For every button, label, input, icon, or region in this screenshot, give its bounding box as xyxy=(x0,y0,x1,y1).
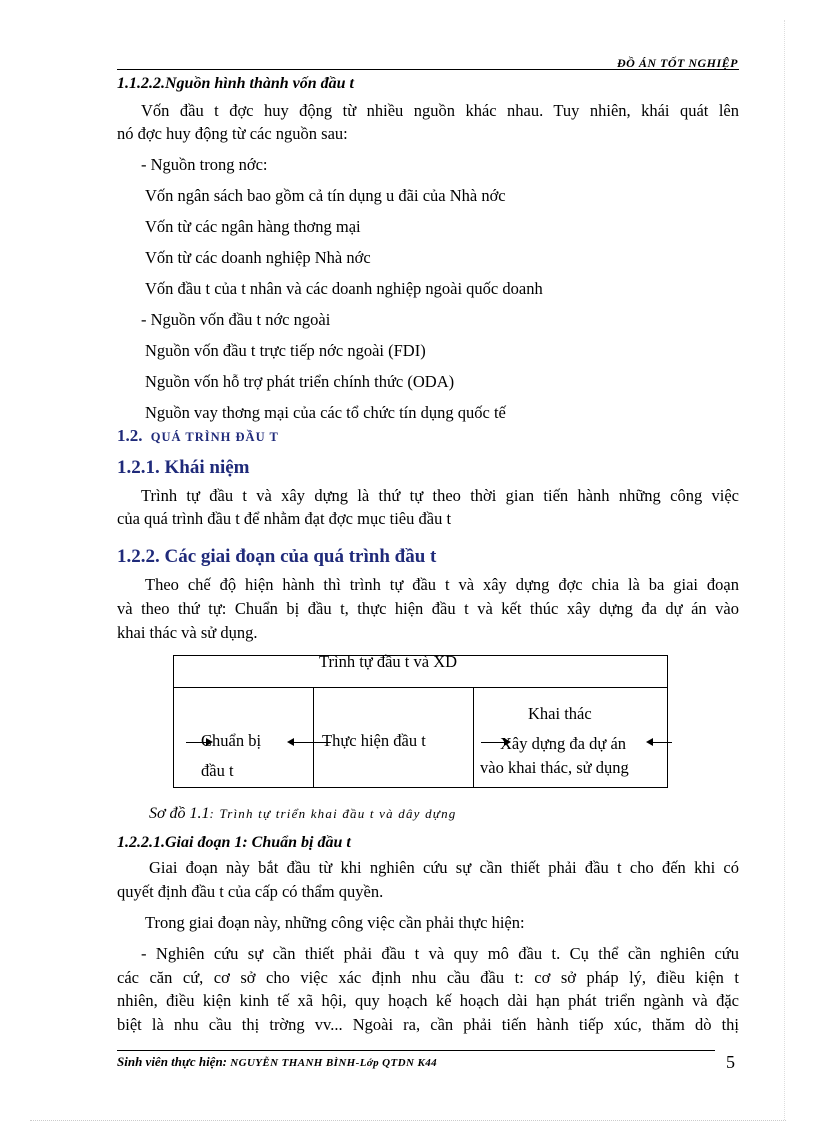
header-rule xyxy=(117,69,739,70)
foreign-item: Nguồn vay thơng mại của các tổ chức tín dụng quốc tế xyxy=(145,403,506,422)
foreign-title: - Nguồn vốn đầu t nớc ngoài xyxy=(141,310,331,329)
sec122-line2: và theo thứ tự: Chuẩn bị đầu t, thực hiện đầu t và kết thúc xây dựng đa dự án vào xyxy=(117,599,739,618)
caption-text: : Trình tự triển khai đầu t và dây dựng xyxy=(209,806,457,821)
sec1221-line1: Giai đoạn này bắt đầu từ khi nghiên cứu sự cần thiết phải đầu t cho đến khi có xyxy=(149,858,739,877)
section-1-2-1-title: 1.2.1. Khái niệm xyxy=(117,457,250,478)
diagram-divider-1 xyxy=(313,688,314,788)
foreign-item: Nguồn vốn đầu t trực tiếp nớc ngoài (FDI) xyxy=(145,341,426,360)
section-1-2-heading xyxy=(117,426,279,446)
section-1-2-2-1-title: 1.2.2.1.Giai đoạn 1: Chuẩn bị đầu t xyxy=(117,834,351,851)
foreign-item: Nguồn vốn hỗ trợ phát triển chính thức (ODA) xyxy=(145,372,455,391)
footer-student xyxy=(117,1054,437,1070)
margin-guide xyxy=(784,20,785,1120)
diagram-col3-line3: vào khai thác, sử dụng xyxy=(480,758,629,777)
arrow-right-icon xyxy=(186,742,211,743)
diagram-col3-line2: Xây dựng đa dự án xyxy=(500,734,627,753)
section-1-1-2-2-title: 1.1.2.2.Nguồn hình thành vốn đầu t xyxy=(117,75,354,92)
para1-line1: Vốn đầu t đợc huy động từ nhiều nguồn khác nhau. Tuy nhiên, khái quát lên xyxy=(141,101,739,120)
footer-student-name: NGUYỄN THANH BÌNH-Lớp QTDN K44 xyxy=(230,1057,437,1069)
bottom-guide xyxy=(30,1120,786,1121)
sec1221-line3: Trong giai đoạn này, những công việc cần phải thực hiện: xyxy=(145,913,525,932)
diagram-col1-line1: Chuẩn bị xyxy=(201,731,262,750)
section-1-2-number: 1.2. xyxy=(117,426,143,445)
domestic-item: Vốn từ các doanh nghiệp Nhà nớc xyxy=(145,248,371,267)
sec121-line1: Trình tự đầu t và xây dựng là thứ tự theo thời gian tiến hành những công việc xyxy=(141,486,739,505)
domestic-item: Vốn đầu t của t nhân và các doanh nghiệp ngoài quốc doanh xyxy=(145,279,543,298)
section-1-2-title: QUÁ TRÌNH ĐẦU T xyxy=(150,430,279,444)
diagram-header: Trình tự đầu t và XD xyxy=(319,652,458,671)
arrow-left-icon xyxy=(289,742,331,743)
footer-student-label: Sinh viên thực hiện: xyxy=(117,1054,228,1069)
domestic-item: Vốn từ các ngân hàng thơng mại xyxy=(145,217,361,236)
footer-rule xyxy=(117,1050,715,1051)
sec1221-line7: biệt là nhu cầu thị trờng vv... Ngoài ra, cần phải tiến hành tiếp xúc, thăm dò thị xyxy=(117,1015,739,1034)
domestic-title: - Nguồn trong nớc: xyxy=(141,155,268,174)
diagram-divider-2 xyxy=(473,688,474,788)
diagram-caption xyxy=(149,805,457,823)
arrow-right-icon xyxy=(481,742,509,743)
sec122-line1: Theo chế độ hiện hành thì trình tự đầu t và xây dựng đợc chia là ba giai đoạn xyxy=(145,575,739,594)
domestic-item: Vốn ngân sách bao gồm cả tín dụng u đãi của Nhà nớc xyxy=(145,186,506,205)
caption-label: Sơ đồ 1.1 xyxy=(149,805,210,822)
header-title: ĐỒ ÁN TỐT NGHIỆP xyxy=(617,56,738,70)
page-number: 5 xyxy=(726,1052,735,1072)
sec121-line2: của quá trình đầu t để nhằm đạt đợc mục tiêu đầu t xyxy=(117,509,452,528)
arrow-left-icon xyxy=(648,742,672,743)
section-1-2-2-title: 1.2.2. Các giai đoạn của quá trình đầu t xyxy=(117,546,437,567)
sec1221-line5: các căn cứ, cơ sở cho việc xác định nhu cầu đầu t: cơ sở pháp lý, điều kiện t xyxy=(117,968,739,987)
para1-line2: nó đợc huy động từ các nguồn sau: xyxy=(117,124,348,143)
sec1221-line4: - Nghiên cứu sự cần thiết phải đầu t và quy mô đầu t. Cụ thể cần nghiên cứu xyxy=(141,944,739,963)
diagram-col3-line1: Khai thác xyxy=(528,704,592,723)
diagram-col2: Thực hiện đầu t xyxy=(322,731,426,750)
sec1221-line2: quyết định đầu t của cấp có thẩm quyền. xyxy=(117,882,384,901)
diagram-col1-line2: đầu t xyxy=(201,761,234,780)
sec1221-line6: nhiên, điều kiện kinh tế xã hội, quy hoạch kế hoạch dài hạn phát triển ngành và đặc xyxy=(117,991,739,1010)
sec122-line3: khai thác và sử dụng. xyxy=(117,623,258,642)
